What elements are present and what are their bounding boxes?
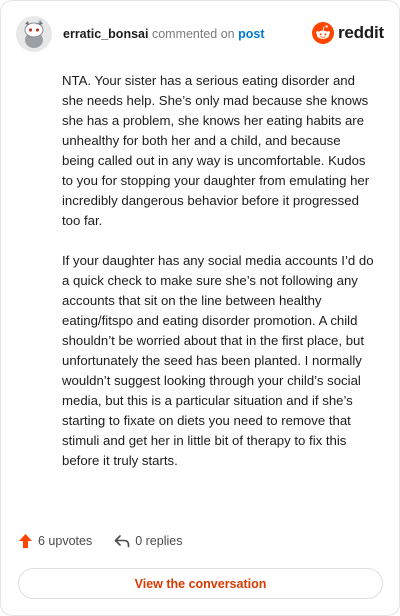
view-conversation-button[interactable]: View the conversation	[18, 568, 383, 599]
reddit-wordmark: reddit	[337, 23, 384, 42]
comment-body	[62, 71, 376, 491]
post-link[interactable]: post	[238, 27, 265, 41]
comment-paragraph-2: If your daughter has any social media accounts I’d do a quick check to make sure she’s not following any accounts that sit on the line between healthy eating/fitspo and eating disorder promotion. A child shouldn’t be worried about that in the first place, but unfortunately the seed has been planted. I normally wouldn’t suggest looking through your child’s social media, but this is a particular situation and if she’s starting to fixate on diets you need to remove that stimuli and get her in little bit of therapy to fix this before it truly starts.	[62, 253, 374, 468]
comment-paragraph-1: NTA. Your sister has a serious eating disorder and she needs help. She’s only mad because she knows she has a problem, she knows her eating habits are unhealthy for both her and a child, and because being called out in any way is uncomfortable. Kudos to you for stopping your daughter from emulating her incredibly dangerous behavior before it progressed too far.	[62, 73, 370, 228]
comment-actions	[18, 533, 182, 549]
reply-count: 0 replies	[135, 534, 183, 548]
reddit-snoo-icon	[312, 22, 334, 44]
reply-button[interactable]	[114, 534, 182, 548]
upvote-arrow-icon	[18, 533, 33, 549]
reddit-brand[interactable]	[312, 22, 384, 44]
upvote-count: 6 upvotes	[38, 534, 93, 548]
comment-meta	[63, 26, 265, 42]
username[interactable]: erratic_bonsai	[63, 27, 149, 41]
avatar[interactable]	[16, 16, 52, 52]
comment-header	[16, 14, 384, 54]
upvote-button[interactable]	[18, 533, 92, 549]
reply-arrow-icon	[114, 534, 130, 548]
commented-on-text: commented on	[151, 27, 235, 41]
